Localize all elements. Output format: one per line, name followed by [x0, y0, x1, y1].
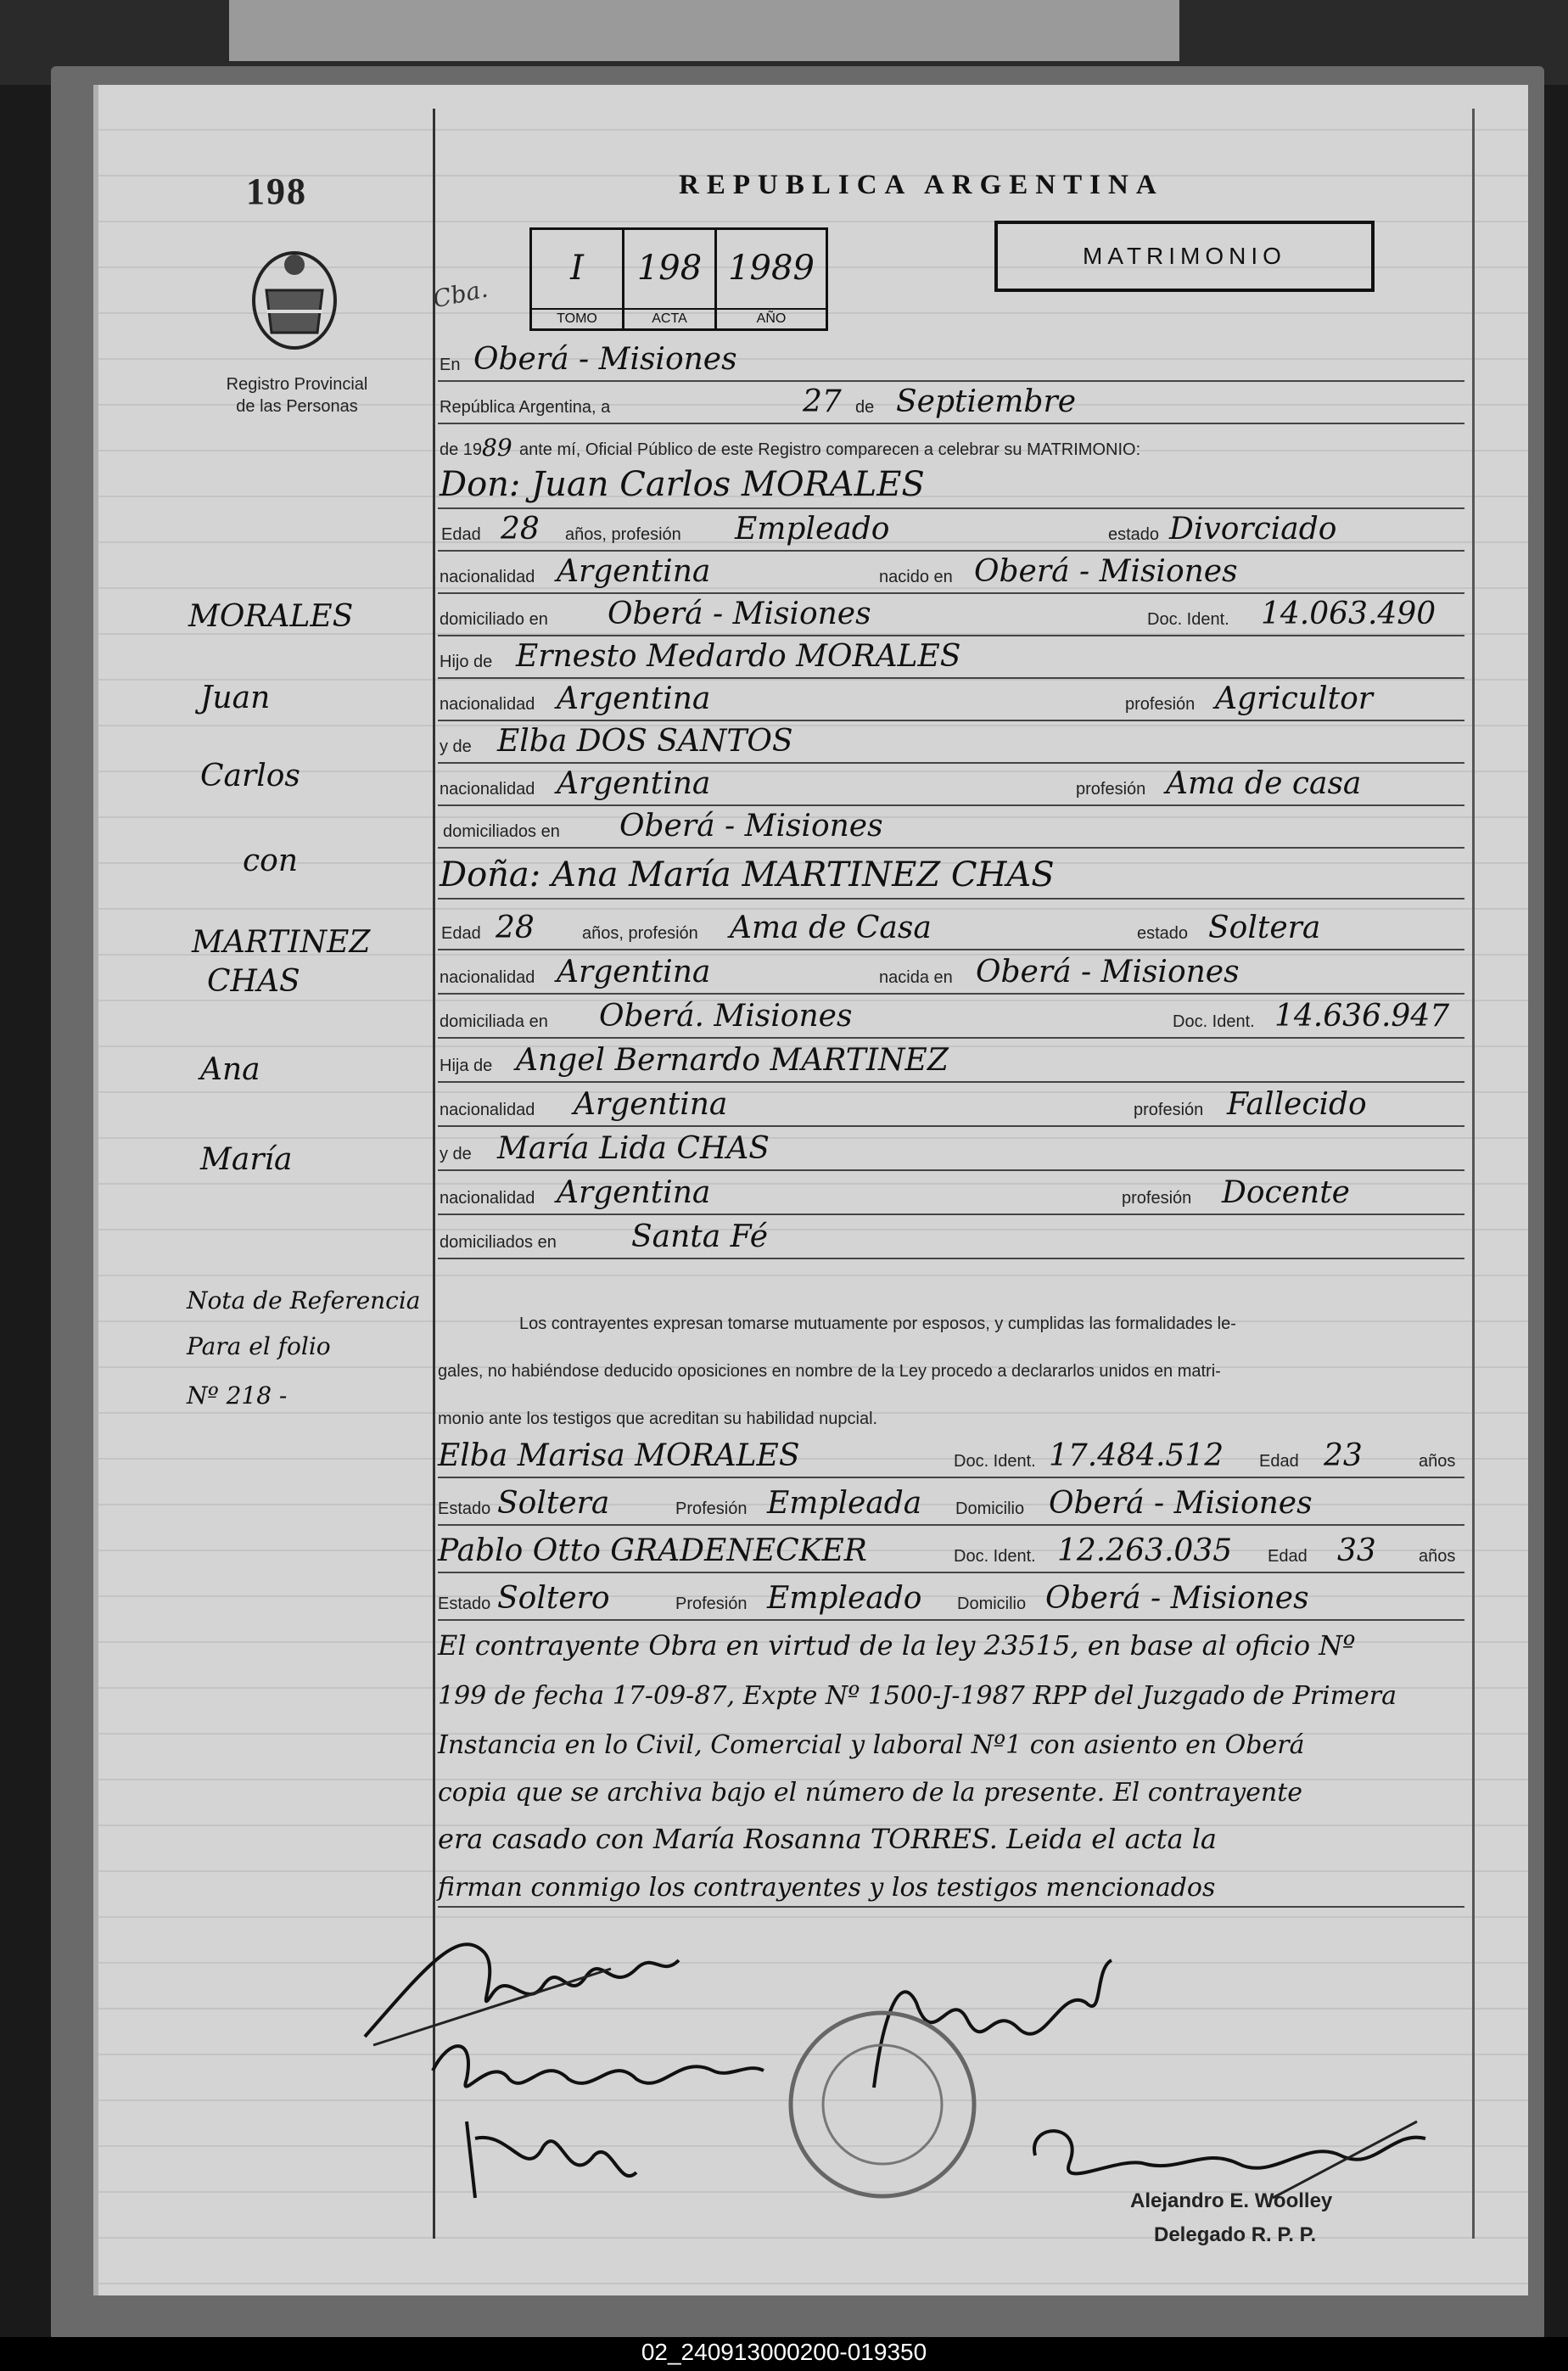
coat-of-arms-seal [248, 248, 341, 358]
margin-given-2b: María [200, 1142, 293, 1177]
official-name-stamp: Alejandro E. Woolley [1130, 2189, 1333, 2212]
edad-label: Edad [1268, 1547, 1308, 1566]
groom-status: Divorciado [1169, 512, 1337, 547]
groom-parents-dom-line [438, 804, 1464, 849]
groom-mother-nat-line [438, 762, 1464, 806]
bride-mother-line [438, 1127, 1464, 1171]
domiciliada-label: domiciliada en [440, 1012, 548, 1031]
year-prefix: de 19 [440, 440, 483, 459]
appear-text: ante mí, Oficial Público de este Registro comparecen a celebrar su MATRIMONIO: [519, 440, 1141, 459]
witness2-status: Soltero [497, 1581, 610, 1616]
groom-mother-profession: Ama de casa [1166, 766, 1362, 801]
y-de-label: y de [440, 737, 472, 756]
groom-age-line [438, 507, 1464, 552]
margin-given-1b: Carlos [200, 759, 300, 793]
witness2-domicile: Oberá - Misiones [1045, 1581, 1309, 1616]
estado-label: estado [1108, 525, 1160, 544]
groom-birthplace: Oberá - Misiones [974, 554, 1238, 589]
witness1-details-line [438, 1482, 1464, 1526]
record-type-box: MATRIMONIO [994, 221, 1375, 292]
country-heading: REPUBLICA ARGENTINA [679, 170, 1164, 200]
declaration-line-3: monio ante los testigos que acreditan su habilidad nupcial. [438, 1410, 878, 1428]
hijo-label: Hijo de [440, 653, 493, 671]
groom-mother: Elba DOS SANTOS [497, 724, 793, 759]
domiciliados-label: domiciliados en [440, 1233, 557, 1252]
notes-text-3: Instancia en lo Civil, Comercial y laboral Nº1 con asiento en Oberá [438, 1730, 1305, 1760]
handwritten-prefix: Cba. [430, 274, 490, 314]
notes-text-2: 199 de fecha 17-09-87, Expte Nº 1500-J-1987 RPP del Juzgado de Primera [438, 1681, 1397, 1711]
nacionalidad-label: nacionalidad [440, 780, 535, 799]
margin-surname-2b: CHAS [207, 964, 300, 999]
witness1-signature [458, 2105, 645, 2206]
notes-text-6: firman conmigo los contrayentes y los testigos mencionados [438, 1873, 1216, 1903]
margin-surname-2a: MARTINEZ [192, 925, 371, 960]
bride-parents-dom-line [438, 1215, 1464, 1259]
margin-con: con [243, 844, 299, 878]
witness1-name: Elba Marisa MORALES [438, 1438, 800, 1473]
groom-doc: 14.063.490 [1261, 597, 1436, 631]
notes-text-1: El contrayente Obra en virtud de la ley 23515, en base al oficio Nº [438, 1629, 1356, 1662]
bride-mother-nationality: Argentina [557, 1175, 711, 1210]
bride-father-nat-line [438, 1083, 1464, 1127]
bride-mother: María Lida CHAS [497, 1131, 770, 1166]
right-rule [1472, 109, 1475, 2239]
bride-name-line [438, 855, 1464, 900]
edad-label: Edad [441, 525, 481, 544]
registry-name [195, 373, 399, 418]
groom-age: 28 [501, 512, 540, 547]
witness1-profession: Empleada [767, 1486, 922, 1521]
hija-label: Hija de [440, 1057, 493, 1075]
margin-reference-1: Nota de Referencia [187, 1286, 421, 1314]
doc-label: Doc. Ident. [954, 1452, 1036, 1471]
bride-birthplace: Oberá - Misiones [976, 955, 1240, 989]
groom-mother-nationality: Argentina [557, 766, 711, 801]
intro-date-line [438, 380, 1464, 424]
witness2-name: Pablo Otto GRADENECKER [438, 1533, 867, 1568]
notes-line-6 [438, 1864, 1464, 1908]
profesion-label: profesión [1125, 695, 1196, 714]
doc-label: Doc. Ident. [1147, 610, 1229, 629]
bride-mother-nat-line [438, 1171, 1464, 1215]
bride-nationality-line [438, 950, 1464, 995]
nacionalidad-label: nacionalidad [440, 1189, 535, 1208]
bride-domicile: Oberá. Misiones [599, 999, 853, 1034]
doc-label: Doc. Ident. [954, 1547, 1036, 1566]
margin-given-2a: Ana [200, 1052, 260, 1087]
groom-mother-line [438, 720, 1464, 764]
notes-line-3 [438, 1721, 1464, 1763]
groom-father-line [438, 635, 1464, 679]
anos-label: años [1419, 1452, 1456, 1471]
registry-stamp [781, 2003, 984, 2206]
witness1-line [438, 1434, 1464, 1478]
margin-reference-2: Para el folio [187, 1332, 331, 1360]
groom-name-line [438, 465, 1464, 509]
registry-line-2: de las Personas [236, 397, 358, 416]
groom-nationality: Argentina [557, 554, 711, 589]
declaration-block [438, 1300, 1464, 1443]
margin-surname-1: MORALES [188, 599, 354, 634]
groom-domicile-line [438, 592, 1464, 636]
month-value: Septiembre [896, 384, 1076, 419]
profesion-label: profesión [1076, 780, 1146, 799]
doc-label: Doc. Ident. [1173, 1012, 1255, 1031]
groom-father: Ernesto Medardo MORALES [516, 639, 961, 674]
acta-label: ACTA [624, 308, 714, 328]
image-caption: 02_240913000200-019350 [641, 2339, 927, 2365]
nacionalidad-label: nacionalidad [440, 568, 535, 586]
groom-profession: Empleado [735, 512, 890, 547]
notes-line-1 [438, 1623, 1464, 1665]
intro-appear-line [438, 423, 1464, 465]
tomo-label: TOMO [532, 308, 622, 328]
nacionalidad-label: nacionalidad [440, 1101, 535, 1119]
estado-label: Estado [438, 1595, 491, 1613]
nacionalidad-label: nacionalidad [440, 695, 535, 714]
groom-parents-domicile: Oberá - Misiones [619, 809, 883, 844]
edad-label: Edad [441, 924, 481, 943]
profesion-label: profesión [1134, 1101, 1204, 1119]
anos-label: años [1419, 1547, 1456, 1566]
bride-parents-domicile: Santa Fé [631, 1219, 768, 1254]
profesion-label: años, profesión [565, 525, 681, 544]
bride-father: Angel Bernardo MARTINEZ [516, 1043, 949, 1078]
anio-cell [717, 230, 826, 328]
anio-label: AÑO [717, 308, 826, 328]
witness1-doc: 17.484.512 [1049, 1438, 1224, 1473]
margin-reference-3: Nº 218 - [187, 1382, 288, 1410]
witness1-domicile: Oberá - Misiones [1049, 1486, 1313, 1521]
republica-label: República Argentina, a [440, 398, 611, 417]
acta-value: 198 [636, 249, 703, 288]
notes-line-2 [438, 1672, 1464, 1714]
intro-place-line [438, 338, 1464, 382]
bride-profession: Ama de Casa [730, 911, 932, 945]
estado-label: Estado [438, 1499, 491, 1518]
tomo-value: I [570, 249, 584, 288]
registry-line-1: Registro Provincial [226, 375, 368, 394]
nacido-label: nacido en [879, 568, 953, 586]
profesion-label: profesión [1122, 1189, 1192, 1208]
witness2-doc: 12.263.035 [1057, 1533, 1233, 1568]
declaration-line-2: gales, no habiéndose deducido oposiciones en nombre de la Ley procedo a declararlos unidos en matri- [438, 1362, 1221, 1381]
nacionalidad-label: nacionalidad [440, 968, 535, 987]
profesion-label: Profesión [675, 1595, 748, 1613]
day-value: 27 [803, 384, 842, 419]
bride-father-nationality: Argentina [574, 1087, 728, 1122]
witness1-age: 23 [1324, 1438, 1363, 1473]
nacida-label: nacida en [879, 968, 953, 987]
witness1-status: Soltera [497, 1486, 610, 1521]
domicilio-label: domiciliado en [440, 610, 548, 629]
groom-domicile: Oberá - Misiones [608, 597, 871, 631]
official-title-stamp: Delegado R. P. P. [1154, 2223, 1317, 2246]
en-label: En [440, 356, 461, 374]
witness2-details-line [438, 1577, 1464, 1621]
acta-cell [624, 230, 717, 328]
tomo-cell [532, 230, 624, 328]
groom-father-nationality: Argentina [557, 681, 711, 716]
domicilio-label: Domicilio [957, 1595, 1027, 1613]
bride-mother-profession: Docente [1222, 1175, 1350, 1210]
notes-text-4: copia que se archiva bajo el número de la presente. El contrayente [438, 1778, 1303, 1808]
groom-nationality-line [438, 550, 1464, 594]
margin-given-1a: Juan [200, 681, 271, 715]
groom-father-nat-line [438, 677, 1464, 721]
groom-name: Don: Juan Carlos MORALES [440, 465, 925, 504]
bride-age: 28 [496, 911, 535, 945]
year-suffix: 89 [482, 434, 512, 462]
estado-label: estado [1137, 924, 1189, 943]
bride-father-line [438, 1039, 1464, 1083]
witness2-line [438, 1529, 1464, 1573]
notes-text-5: era casado con María Rosanna TORRES. Leida el acta la [438, 1823, 1217, 1855]
witness2-age: 33 [1337, 1533, 1376, 1568]
place-value: Oberá - Misiones [473, 342, 737, 377]
declaration-line-1: Los contrayentes expresan tomarse mutuamente por esposos, y cumplidas las formalidades le- [519, 1314, 1236, 1333]
folio-number: 198 [246, 171, 307, 212]
domicilio-label: Domicilio [955, 1499, 1025, 1518]
bride-status: Soltera [1208, 911, 1321, 945]
notes-line-4 [438, 1768, 1464, 1811]
bride-age-line [438, 906, 1464, 950]
bride-father-profession: Fallecido [1227, 1087, 1367, 1122]
notes-line-5 [438, 1816, 1464, 1858]
previous-page-edge [229, 0, 1179, 61]
volume-table [529, 227, 828, 331]
y-de-label: y de [440, 1145, 472, 1163]
anio-value: 1989 [728, 249, 815, 288]
bride-name: Doña: Ana María MARTINEZ CHAS [440, 855, 1055, 894]
bride-domicile-line [438, 995, 1464, 1039]
bride-nationality: Argentina [557, 955, 711, 989]
witness2-profession: Empleado [767, 1581, 922, 1616]
bride-doc: 14.636.947 [1274, 999, 1450, 1034]
profesion-label: años, profesión [582, 924, 698, 943]
profesion-label: Profesión [675, 1499, 748, 1518]
edad-label: Edad [1259, 1452, 1299, 1471]
groom-father-profession: Agricultor [1215, 681, 1373, 716]
domiciliados-label: domiciliados en [443, 822, 560, 841]
de-label: de [855, 398, 875, 417]
